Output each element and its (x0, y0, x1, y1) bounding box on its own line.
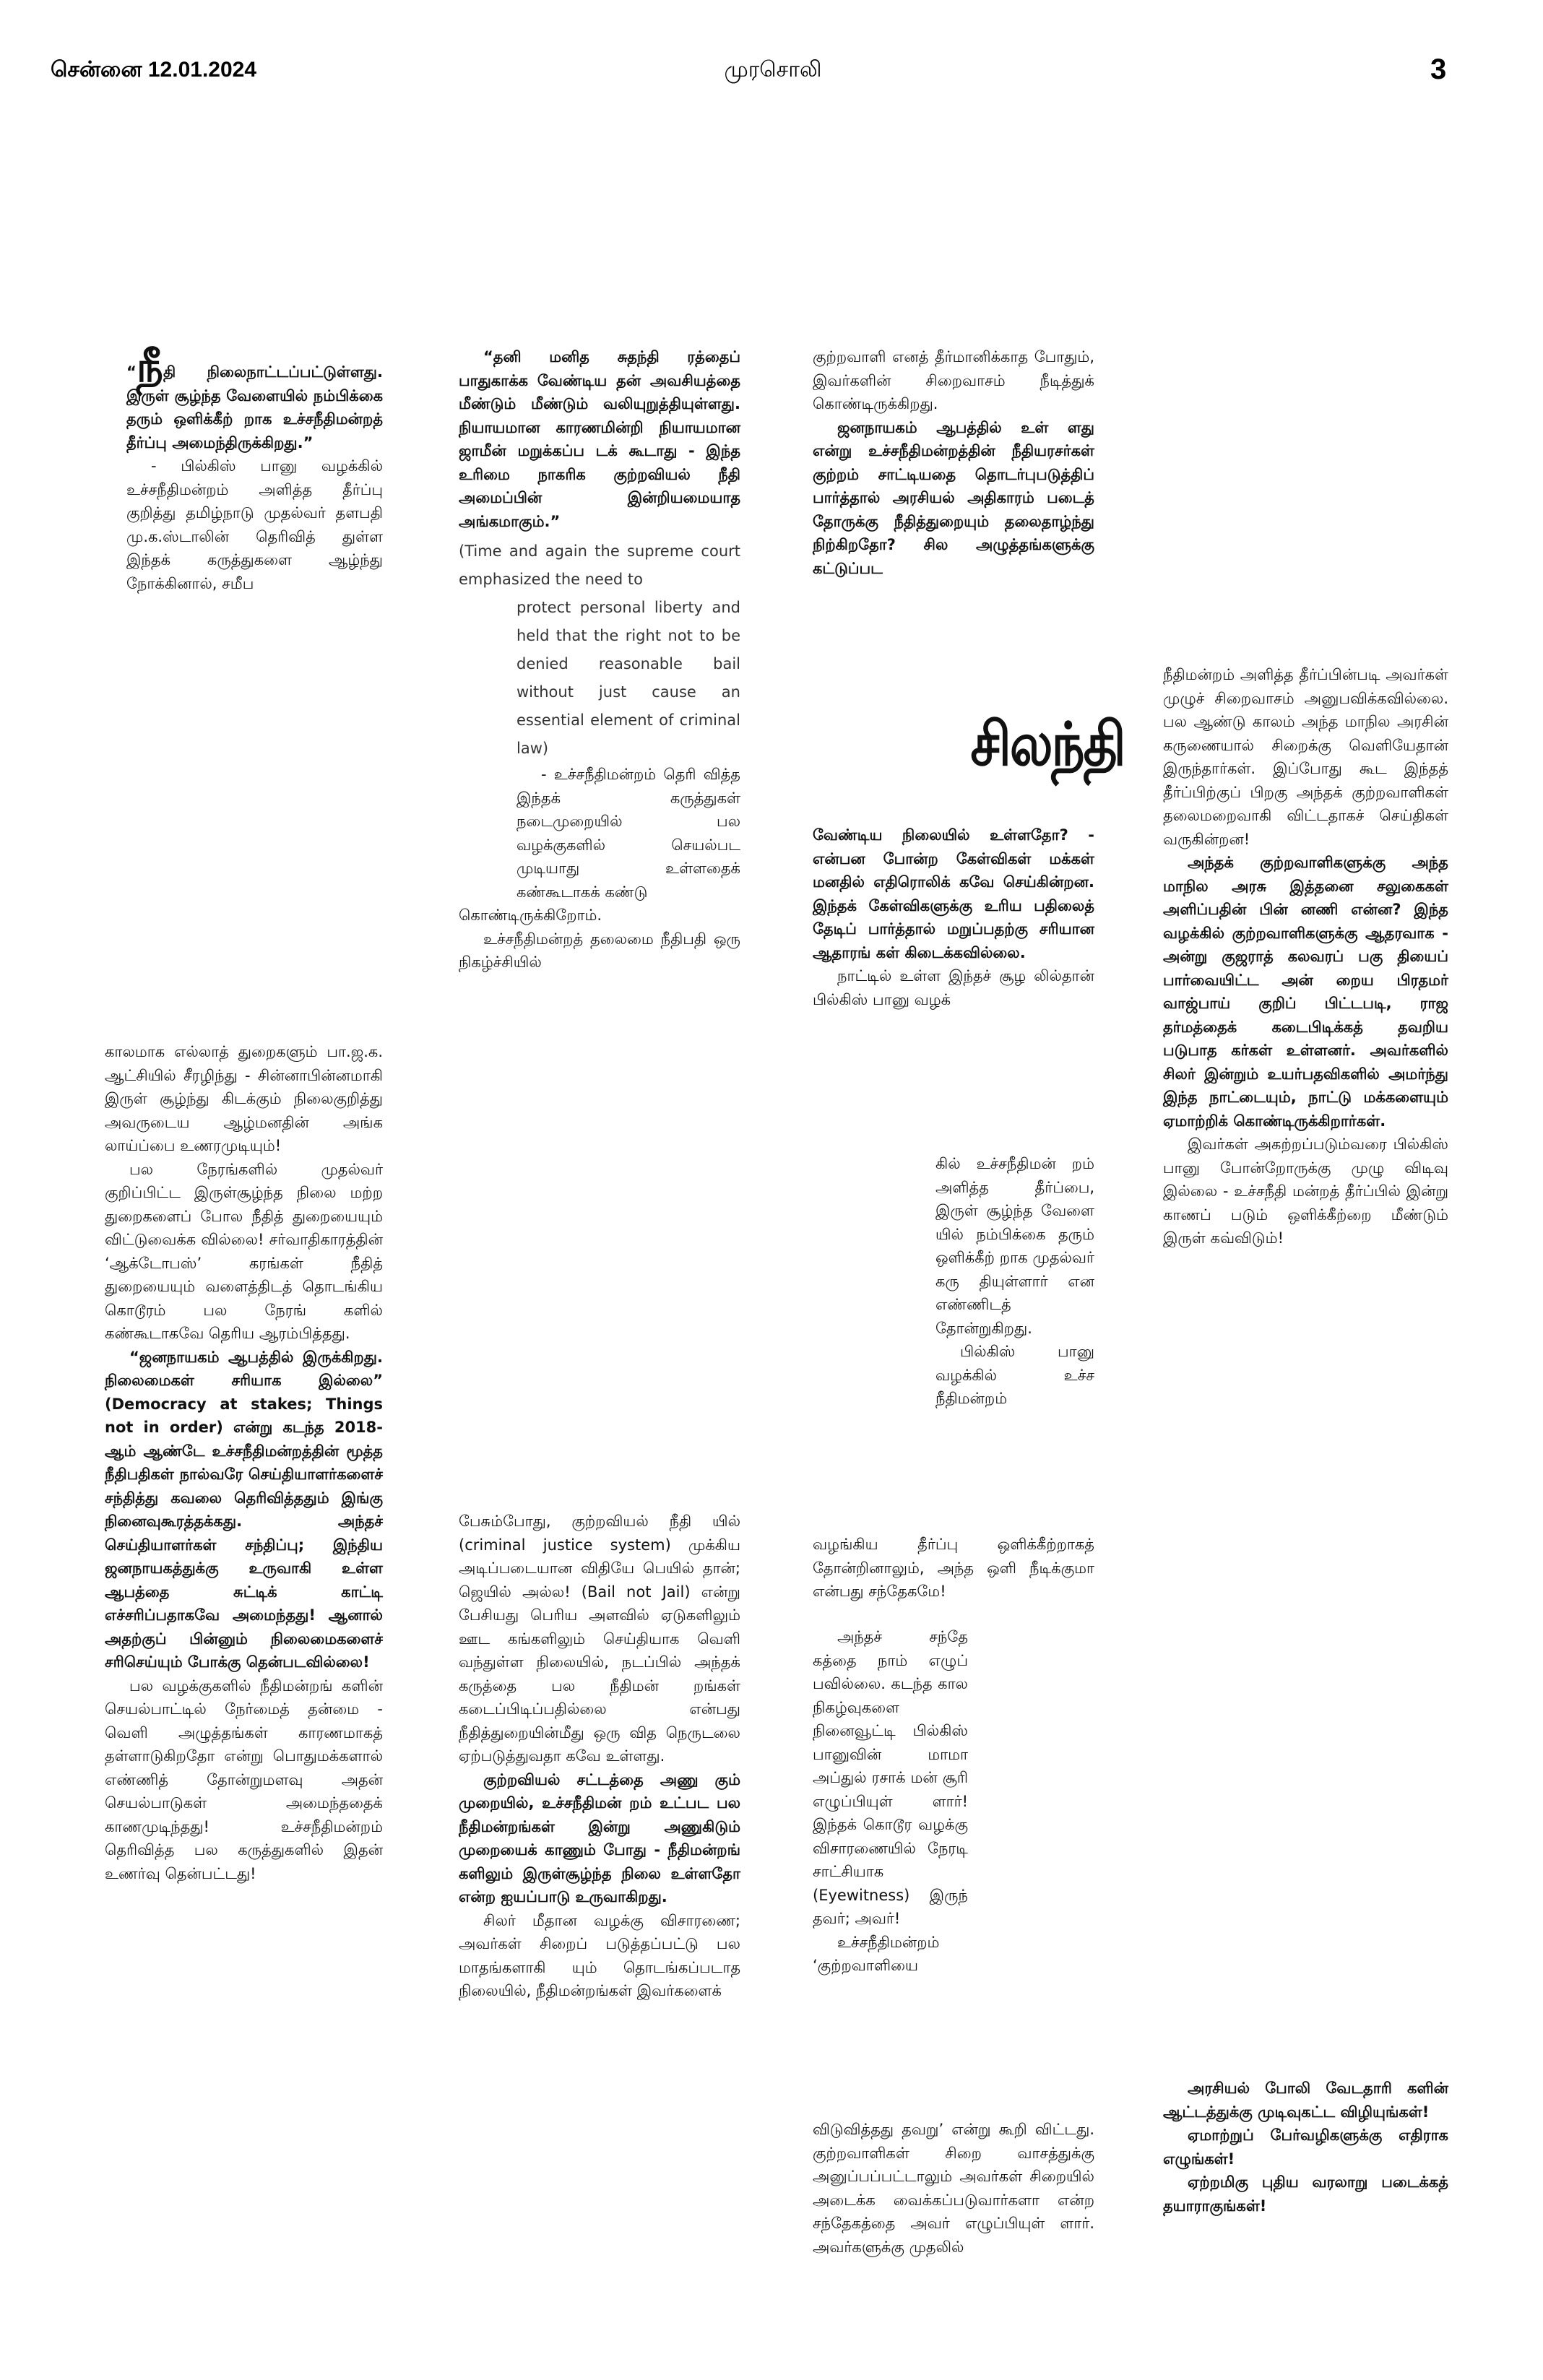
col4 (1163, 663, 1448, 1250)
date-line: சென்னை 12.01.2024 (51, 58, 257, 82)
col3-bottom-full-text: வழங்கிய தீர்ப்பு ஒளிக்கீற்றாகத் தோன்றினாலும், அந்த ஒளி நீடிக்குமா என்பது சந்தேகமே! (813, 1536, 1094, 1600)
col1-mid (105, 1040, 383, 1885)
col2-body-c: உச்சநீதிமன்றத் தலைமை நீதிபதி ஒரு நிகழ்ச்சியில் (459, 930, 740, 971)
col2-bottom-p1: பேசும்போது, குற்றவியல் நீதி யில் (criminal justice system) முக்கிய அடிப்படையான விதியே பெயில் தான்; ஜெயில் அல்ல! (Bail not Jail) என்று பேசியது பெரிய அளவில் ஏடுகளிலும் ஊட கங்களிலும் செய்தியாக வெளி வந்துள்ள நிலையில், நடப்பில் அந்தக் கருத்தை பல நீதிமன் றங்கள் கடைப்பிடிப்பதில்லை என்பது நீதித்துறையின்மீது ஒரு வித நெருடலை ஏற்படுத்துவதா கவே உள்ளது. (459, 1513, 740, 1765)
lead-quote-text: தி நிலைநாட்டப்பட்டுள்ளது. இருள் சூழ்ந்த வேளையில் நம்பிக்கை தரும் ஒளிக்கீற் றாக உச்சநீதிமன்றத் தீர்ப்பு அமைந்திருக்கிறது.” (126, 363, 383, 451)
dropcap: நீ (136, 342, 163, 391)
col3-mid-p1: வேண்டிய நிலையில் உள்ளதோ? - என்பன போன்ற கேள்விகள் மக்கள் மனதில் எதிரொலிக் கவே செய்கின்றன. இந்தக் கேள்விகளுக்கு உரிய பதிலைத் தேடிப் பார்த்தால் மறுப்பதற்கு சரியான ஆதாரங் கள் கிடைக்கவில்லை. (813, 826, 1094, 961)
col1-top (126, 342, 383, 595)
col2-body-b: கொண்டிருக்கிறோம். (459, 906, 602, 924)
col1-p2: பல நேரங்களில் முதல்வர் குறிப்பிட்ட இருள்சூழ்ந்த நிலை மற்ற துறைகளைப் போல நீதித் துறையையும் விட்டுவைக்க வில்லை! சர்வாதிகாரத்தின் ‘ஆக்டோபஸ்’ கரங்கள் நீதித் துறையையும் வளைத்திடத் தொடங்கிய கொடூரம் பல நேரங் களில் கண்கூடாகவே தெரிய ஆரம்பித்தது. (105, 1160, 383, 1342)
col4-p3: இவர்கள் அகற்றப்படும்வரை பில்கிஸ் பானு போன்றோருக்கு முழு விடிவு இல்லை - உச்சநீதி மன்றத் தீர்ப்பில் இன்று காணப் படும் ஒளிக்கீற்றை மீண்டும் இருள் கவ்விடும்! (1163, 1135, 1448, 1247)
col2-quote: “தனி மனித சுதந்தி ரத்தைப் பாதுகாக்க வேண்டிய தன் அவசியத்தை மீண்டும் மீண்டும் வலியுறுத்தியுள்ளது. நியாயமான காரணமின்றி நியாயமான ஜாமீன் மறுக்கப்ப டக் கூடாது - இந்த உரிமை நாகரிக குற்றவியல் நீதி அமைப்பின் இன்றியமையாத அங்கமாகும்.” (459, 348, 740, 530)
col2-bottom-p2: குற்றவியல் சட்டத்தை அணு கும் முறையில், உச்சநீதிமன் றம் உட்பட பல நீதிமன்றங்கள் இன்று அணுகிடும் முறையைக் காணும் போது - நீதிமன்றங் களிலும் இருள்சூழ்ந்த நிலை உள்ளதோ என்ற ஐயப்பாடு உருவாகிறது. (459, 1770, 740, 1905)
col2-bottom (459, 1510, 740, 2003)
col3-narrow2-p1: அந்தச் சந்தே கத்தை நாம் எழுப் பவில்லை. கடந்த கால நிகழ்வுகளை நினைவூட்டி பில்கிஸ் பானுவின் மாமா அப்துல் ரசாக் மன் சூரி எழுப்பியுள் ளார்! இந்தக் கொடூர வழக்கு விசாரணையில் நேரடி சாட்சியாக (Eyewitness) இருந் தவர்; அவர்! (813, 1628, 968, 1927)
closing-line-3: ஏற்றமிகு புதிய வரலாறு படைக்கத் தயாராகுங்கள்! (1163, 2173, 1448, 2215)
col1-p1: காலமாக எல்லாத் துறைகளும் பா.ஜ.க. ஆட்சியில் சீரழிந்து - சின்னாபின்னமாகி இருள் சூழ்ந்து கிடக்கும் நிலைகுறித்து அவருடைய ஆழ்மனதின் அங்க லாய்ப்பை உணரமுடியும்! (105, 1043, 383, 1154)
closing-line-1: அரசியல் போலி வேடதாரி களின் ஆட்டத்துக்கு முடிவுகட்ட விழியுங்கள்! (1163, 2080, 1448, 2121)
paper-name: முரசொலி (724, 58, 822, 82)
col3-p2: ஜனநாயகம் ஆபத்தில் உள் ளது என்று உச்சநீதிமன்றத்தின் நீதியரசர்கள் குற்றம் சாட்டியதை தொடர்புபடுத்திப் பார்த்தால் அரசியல் அதிகாரம் படைத் தோருக்கு நீதித்துறையும் தலைதாழ்ந்து நிற்கிறதோ? சில அழுத்தங்களுக்கு கட்டுப்பட (813, 418, 1094, 577)
col4-p2: அந்தக் குற்றவாளிகளுக்கு அந்த மாநில அரசு இத்தனை சலுகைகள் அளிப்பதின் பின் னணி என்ன? இந்த வழக்கில் குற்றவாளிகளுக்கு ஆதரவாக - அன்று குஜராத் கலவரப் பகு தியைப் பார்வையிட்ட அன் றைய பிரதமர் வாஜ்பாய் குறிப் பிட்டபடி, ராஜ தர்மத்தைக் கடைபிடிக்கத் தவறிய படுபாத கர்கள் உள்ளனர். அவர்களில் சிலர் இன்றும் உயர்பதவிகளில் அமர்ந்து இந்த நாட்டையும், நாட்டு மக்களையும் ஏமாற்றிக் கொண்டிருக்கிறார்கள். (1163, 854, 1448, 1130)
col3-end (813, 2118, 1094, 2259)
col3-narrow-p2: பில்கிஸ் பானு வழக்கில் உச்ச நீதிமன்றம் (935, 1343, 1094, 1407)
col3-bottom-full (813, 1533, 1094, 1604)
col2-body-a: - உச்சநீதிமன்றம் தெரி வித்த இந்தக் கருத்துகள் நடைமுறையில் பல வழக்குகளில் செயல்பட முடியாது உள்ளதைக் கண்கூடாகக் கண்டு (517, 766, 740, 901)
col1-top-body: - பில்கிஸ் பானு வழக்கில் உச்சநீதிமன்றம் அளித்த தீர்ப்பு குறித்து தமிழ்நாடு முதல்வர் தளபதி மு.க.ஸ்டாலின் தெரிவித் துள்ள இந்தக் கருத்துகளை ஆழ்ந்து நோக்கினால், சமீப (126, 457, 383, 592)
col1-p3: “ஜனநாயகம் ஆபத்தில் இருக்கிறது. நிலைமைகள் சரியாக இல்லை” (Democracy at stakes; Things not in order) என்று கடந்த 2018-ஆம் ஆண்டே உச்சநீதிமன்றத்தின் மூத்த நீதிபதிகள் நால்வரே செய்தியாளர்களைச் சந்தித்து கவலை தெரிவித்ததும் இங்கு நினைவுகூரத்தக்கது. அந்தச் செய்தியாளர்கள் சந்திப்பு; இந்திய ஜனநாயகத்துக்கு உருவாகி உள்ள ஆபத்தை சுட்டிக் காட்டி எச்சரிப்பதாகவே அமைந்தது! ஆனால் அதற்குப் பின்னும் நிலைமைகளைச் சரிசெய்யும் போக்கு தென்படவில்லை! (105, 1348, 383, 1671)
col3-narrow (935, 1152, 1094, 1411)
col3-p1: குற்றவாளி எனத் தீர்மானிக்காத போதும், இவர்களின் சிறைவாசம் நீடித்துக் கொண்டிருக்கிறது. (813, 348, 1094, 412)
lead-quote: “நீதி நிலைநாட்டப்பட்டுள்ளது. இருள் சூழ்ந்த வேளையில் நம்பிக்கை தரும் ஒளிக்கீற் றாக உச்சநீதிமன்றத் தீர்ப்பு அமைந்திருக்கிறது.” (126, 342, 383, 451)
col3-narrow2 (813, 1625, 968, 1978)
english-quote-b: protect personal liberty and held that the right not to be denied reasonable bail without just cause an essential element of criminal law) (517, 599, 740, 757)
col3-mid-p2: நாட்டில் உள்ள இந்தச் சூழ லில்தான் பில்கிஸ் பானு வழக் (813, 967, 1094, 1008)
col3-end-text: விடுவித்தது தவறு’ என்று கூறி விட்டது. குற்றவாளிகள் சிறை வாசத்துக்கு அனுப்பப்பட்டாலும் அவர்கள் சிறையில் அடைக்க வைக்கப்படுவார்களா என்ற சந்தேகத்தை அவர் எழுப்பியுள் ளார். அவர்களுக்கு முதலில் (813, 2121, 1094, 2256)
closing-line-2: ஏமாற்றுப் பேர்வழிகளுக்கு எதிராக எழுங்கள்! (1163, 2126, 1448, 2168)
col3-mid (813, 823, 1094, 1011)
page-number: 3 (1430, 53, 1447, 85)
english-quote-a: (Time and again the supreme court emphasized the need to (459, 542, 740, 588)
col3-narrow-p1: கில் உச்சநீதிமன் றம் அளித்த தீர்ப்பை, இருள் சூழ்ந்த வேளை யில் நம்பிக்கை தரும் ஒளிக்கீற் றாக முதல்வர் கரு தியுள்ளார் என எண்ணிடத் தோன்றுகிறது. (935, 1155, 1094, 1337)
col2-top (459, 345, 740, 974)
col3-narrow2-p2: உச்சநீதிமன்றம் ‘குற்றவாளியை (813, 1933, 940, 1974)
col2-bottom-p3: சிலர் மீதான வழக்கு விசாரணை; அவர்கள் சிறைப் படுத்தப்பட்டு பல மாதங்களாகி யும் தொடங்கப்படாத நிலையில், நீதிமன்றங்கள் இவர்களைக் (459, 1911, 740, 1999)
col4-p1: நீதிமன்றம் அளித்த தீர்ப்பின்படி அவர்கள் முழுச் சிறைவாசம் அனுபவிக்கவில்லை. பல ஆண்டு காலம் அந்த மாநில அரசின் கருணையால் சிறைக்கு வெளியேதான் இருந்தார்கள். இப்போது கூட இந்தத் தீர்ப்பிற்குப் பிறகு அந்தக் குற்றவாளிகள் தலைமறைவாகி விட்டதாகச் செய்திகள் வருகின்றன! (1163, 666, 1448, 848)
column-title: சிலந்தி (970, 709, 1125, 779)
col3-top (813, 345, 1094, 580)
col4-closing (1163, 2077, 1448, 2217)
col1-p4: பல வழக்குகளில் நீதிமன்றங் களின் செயல்பாட்டில் நேர்மைத் தன்மை - வெளி அழுத்தங்கள் காரணமாகத் தள்ளாடுகிறதோ என்று பொதுமக்களால் எண்ணித் தோன்றுமளவு அதன் செயல்பாடுகள் அமைந்ததைக் காணமுடிந்தது! உச்சநீதிமன்றம் தெரிவித்த பல கருத்துகளில் இதன் உணர்வு தென்பட்டது! (105, 1676, 383, 1882)
